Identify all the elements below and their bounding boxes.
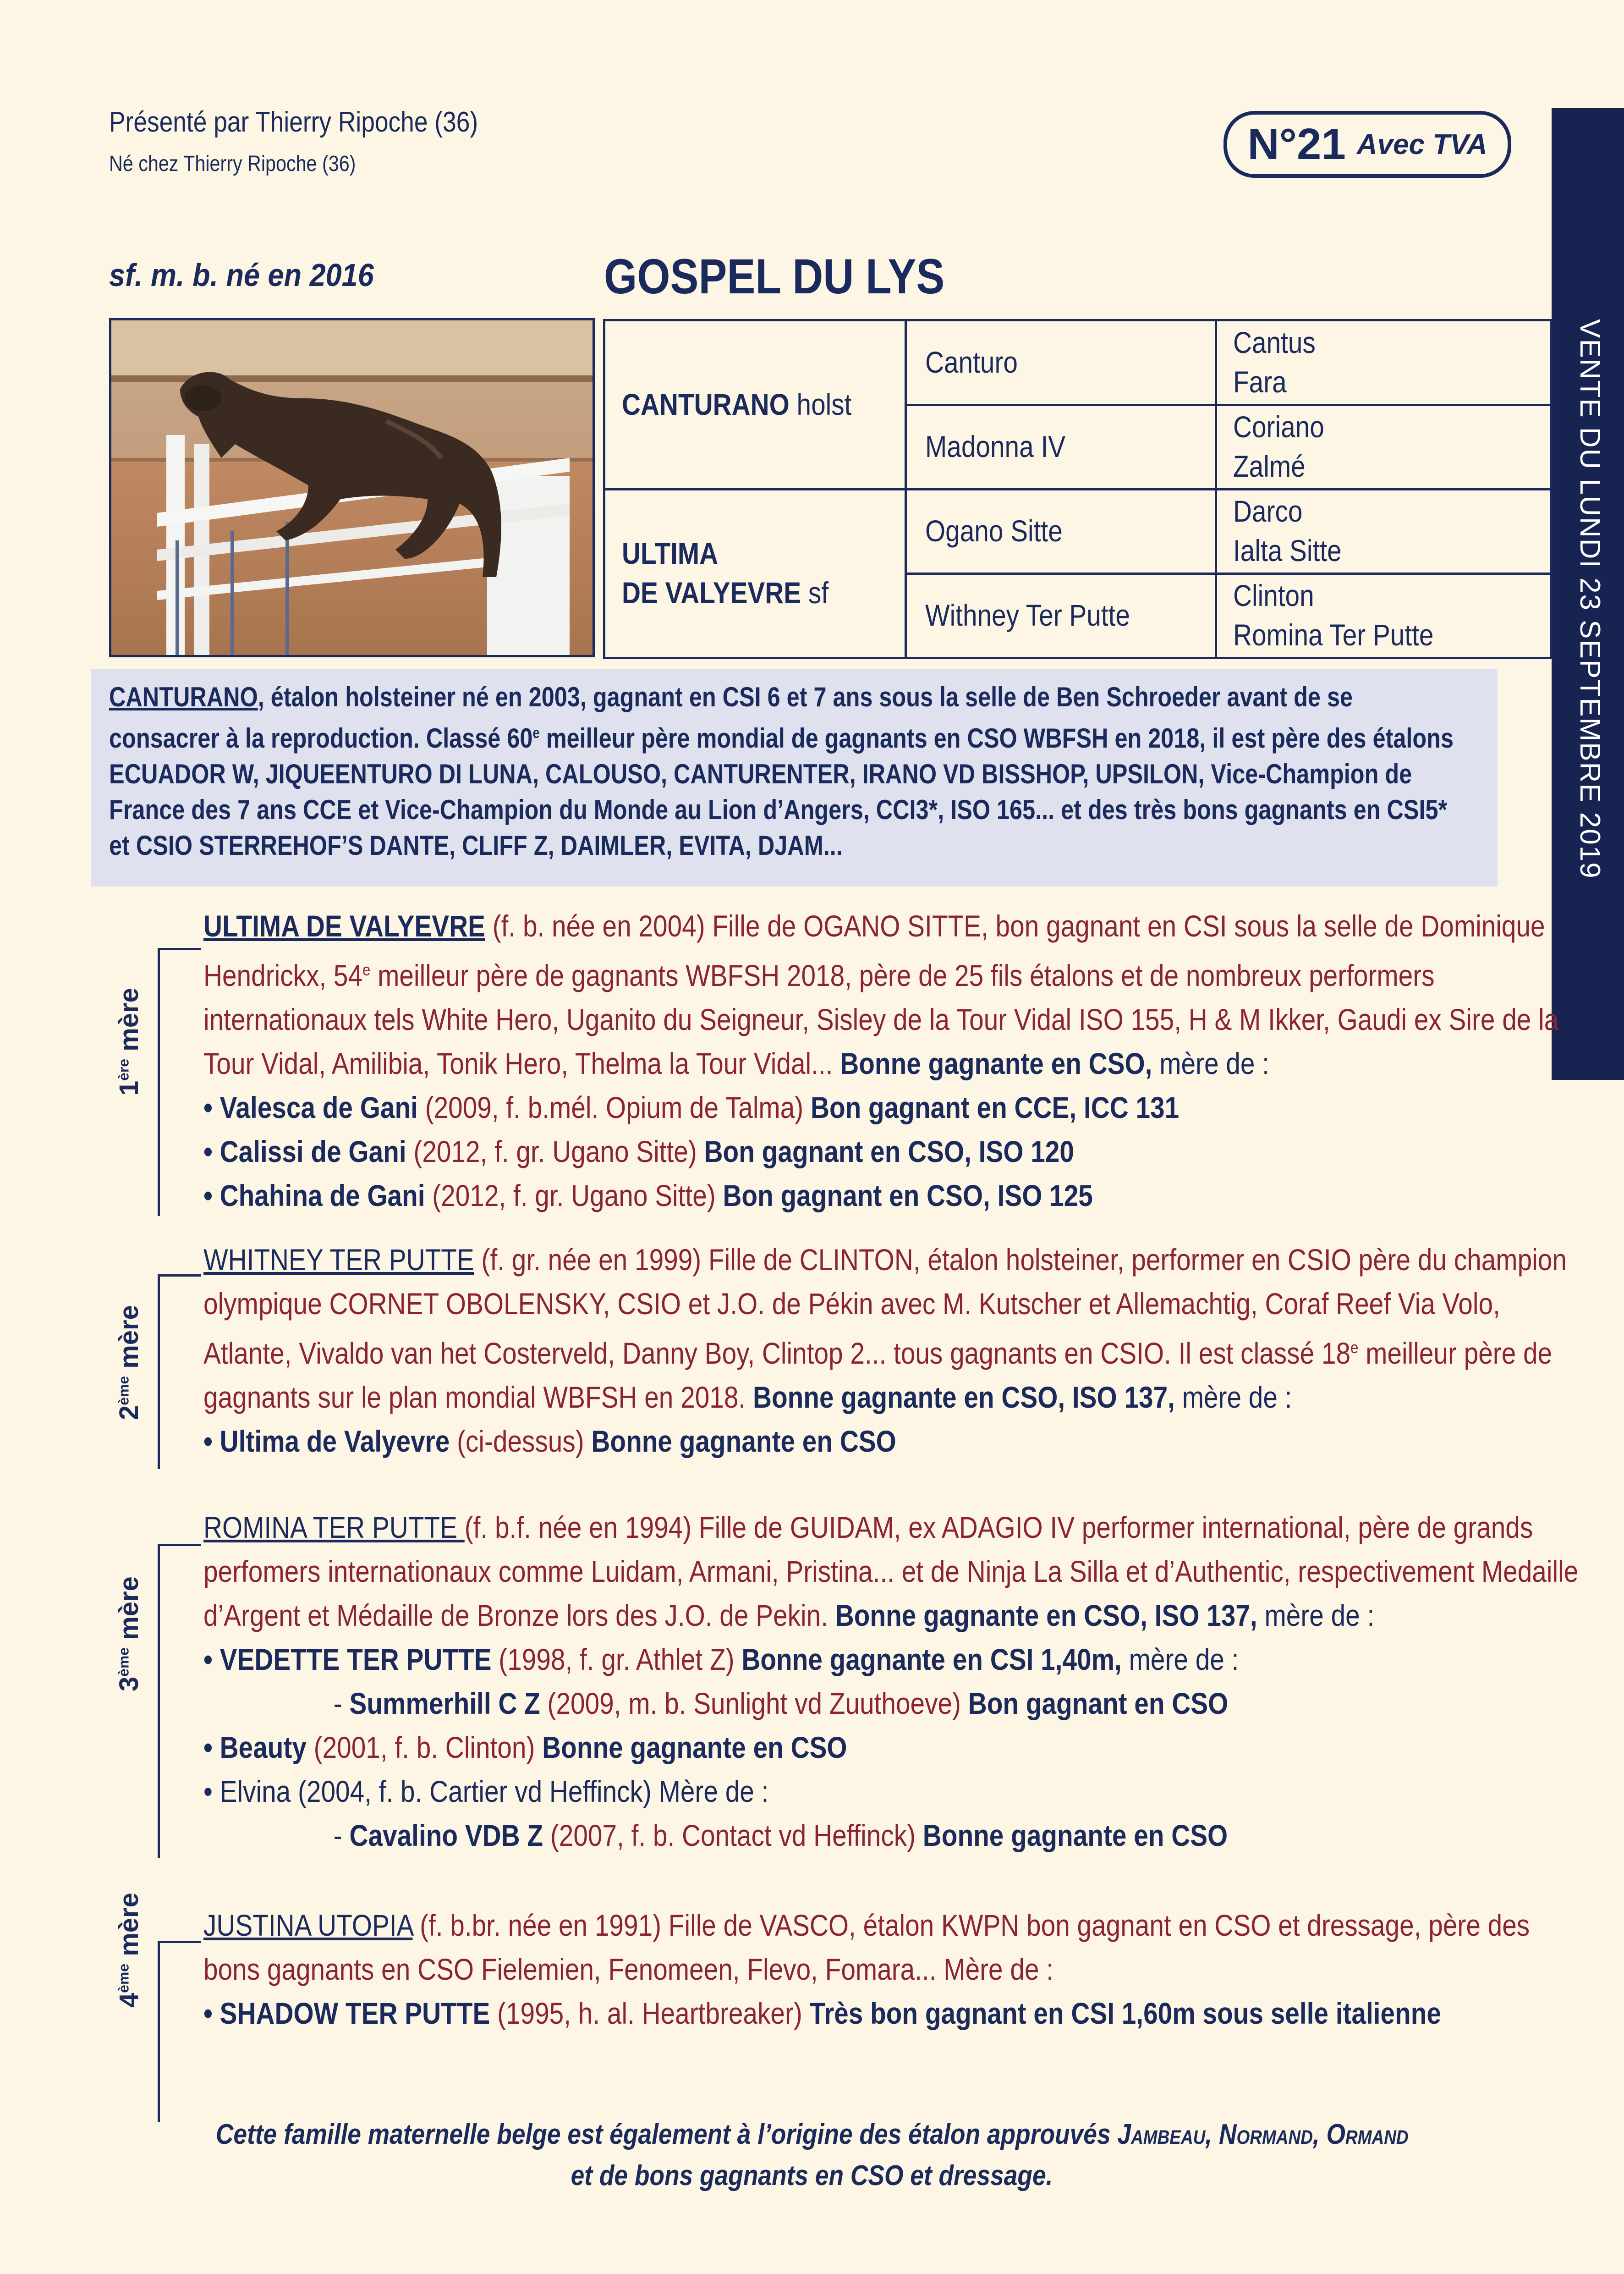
pedigree-sd-sire: Coriano [1233, 410, 1324, 444]
third-dam-offspring: • Beauty (2001, f. b. Clinton) Bonne gagnante en CSO [203, 1730, 847, 1764]
horse-photo-image [111, 320, 593, 655]
first-dam-offspring: • Calissi de Gani (2012, f. gr. Ugano Sitte) Bon gagnant en CSO, ISO 120 [203, 1134, 1074, 1168]
pedigree-dam-sire: Ogano Sitte [925, 514, 1063, 548]
pedigree-dd-dam: Romina Ter Putte [1233, 618, 1434, 652]
first-dam-label: 1ère mère [114, 988, 144, 1096]
horse-jumping-photo [109, 318, 595, 657]
pedigree-sire-name: CANTURANO [622, 387, 790, 422]
pedigree-sire-stud: holst [789, 387, 852, 422]
fourth-dam-offspring: • SHADOW TER PUTTE (1995, h. al. Heartbreaker) Très bon gagnant en CSI 1,60m sous selle italienne [203, 1996, 1441, 2030]
pedigree-dam-stud: sf [801, 576, 829, 610]
first-dam-bracket [158, 948, 201, 1216]
pedigree-sd-dam: Zalmé [1233, 449, 1306, 483]
lot-badge [1223, 111, 1511, 178]
lot-tax-label: Avec TVA [1356, 128, 1487, 160]
horse-name: GOSPEL DU LYS [604, 248, 945, 304]
pedigree-sd-cell [925, 406, 1209, 488]
sire-description-box [91, 669, 1498, 886]
pedigree-ss-cell [925, 321, 1209, 404]
third-dam-grand-offspring: - Cavalino VDB Z (2007, f. b. Contact vd Heffinck) Bonne gagnante en CSO [333, 1818, 1228, 1852]
pedigree-dd-sire: Clinton [1233, 578, 1314, 613]
pedigree-sire-cell [622, 321, 904, 488]
sale-date-text: VENTE DU LUNDI 23 SEPTEMBRE 2019 [1574, 319, 1606, 879]
fourth-dam-section: JUSTINA UTOPIA (f. b.br. née en 1991) Fille de VASCO, étalon KWPN bon gagnant en CSO et dressage, père des bons gagnants en CSO Fielemien, Fenomeen, Flevo, Fomara... Mère de : • SHADOW TER PUTTE (1995, h. al. Heartbreaker) Très bon gagnant en CSI 1,60m sous selle italienne [203, 1903, 1583, 2035]
pedigree-ds-cell [925, 490, 1209, 573]
pedigree-ss-parents [1233, 321, 1545, 404]
horse-info: sf. m. b. né en 2016 [109, 257, 374, 293]
pedigree-ss-dam: Fara [1233, 365, 1287, 399]
pedigree-sire-sire: Canturo [925, 345, 1018, 380]
pedigree-ds-sire: Darco [1233, 494, 1303, 529]
pedigree-dam-name-line1: ULTIMA [622, 536, 719, 571]
fourth-dam-bracket [158, 1941, 201, 2122]
pedigree-ds-parents [1233, 490, 1545, 573]
second-dam-offspring: • Ultima de Valyevre (ci-dessus) Bonne gagnante en CSO [203, 1424, 896, 1458]
sire-description-name: CANTURANO [109, 682, 258, 712]
pedigree-dam-dam: Withney Ter Putte [925, 598, 1130, 633]
first-dam-name: ULTIMA DE VALYEVRE [203, 909, 485, 943]
first-dam-section: ULTIMA DE VALYEVRE (f. b. née en 2004) Fille de OGANO SITTE, bon gagnant en CSI sous la selle de Dominique Hendrickx, 54e meilleur père de gagnants WBFSH 2018, père de 25 fils étalons et de nombreux performers internationaux tels White Hero, Uganito du Seigneur, Sisley de la Tour Vidal ISO 155, H & M Ikker, Gaudi ex Sire de la Tour Vidal, Amilibia, Tonik Hero, Thelma la Tour Vidal... Bonne gagnante en CSO, mère de : • Valesca de Gani (2009, f. b.mél. Opium de Talma) Bon gagnant en CCE, ICC 131 • Calissi de Gani (2012, f. gr. Ugano Sitte) Bon gagnant en CSO, ISO 120 • Chahina de Gani (2012, f. gr. Ugano Sitte) Bon gagnant en CSO, ISO 125 [203, 904, 1583, 1217]
third-dam-grand-offspring: - Summerhill C Z (2009, m. b. Sunlight vd Zuuthoeve) Bon gagnant en CSO [333, 1686, 1229, 1720]
fourth-dam-name: JUSTINA UTOPIA [203, 1908, 413, 1942]
third-dam-bracket [158, 1544, 201, 1858]
pedigree-dd-parents [1233, 574, 1545, 657]
pedigree-table [603, 319, 1553, 659]
second-dam-section: WHITNEY TER PUTTE (f. gr. née en 1999) Fille de CLINTON, étalon holsteiner, performer en CSIO père du champion olympique CORNET OBOLENSKY, CSIO et J.O. de Pékin avec M. Kutscher et Allemachtig, Coraf Reef Via Volo, Atlante, Vivaldo van het Costerveld, Danny Boy, Clintop 2... tous gagnants en CSIO. Il est classé 18e meilleur père de gagnants sur le plan mondial WBFSH en 2018. Bonne gagnante en CSO, ISO 137, mère de : • Ultima de Valyevre (ci-dessus) Bonne gagnante en CSO [203, 1238, 1583, 1463]
third-dam-section: ROMINA TER PUTTE (f. b.f. née en 1994) Fille de GUIDAM, ex ADAGIO IV performer international, père de grands perfomers internationaux comme Luidam, Armani, Pristina... et de Ninja La Silla et d’Authentic, respectivement Medaille d’Argent et Médaille de Bronze lors des J.O. de Pekin. Bonne gagnante en CSO, ISO 137, mère de : • VEDETTE TER PUTTE (1998, f. gr. Athlet Z) Bonne gagnante en CSI 1,40m, mère de : - Summerhill C Z (2009, m. b. Sunlight vd Zuuthoeve) Bon gagnant en CSO • Beauty (2001, f. b. Clinton) Bonne gagnante en CSO • Elvina (2004, f. b. Cartier vd Heffinck) Mère de : - Cavalino VDB Z (2007, f. b. Contact vd Heffinck) Bonne gagnante en CSO [203, 1505, 1583, 1857]
pedigree-dam-name-line2: DE VALYEVRE [622, 576, 801, 610]
third-dam-offspring: • VEDETTE TER PUTTE (1998, f. gr. Athlet Z) Bonne gagnante en CSI 1,40m, mère de : [203, 1642, 1239, 1676]
footer-note: Cette famille maternelle belge est également à l’origine des étalon approuvés Jambeau, Normand, Ormand et de bons gagnants en CSO et dressage. [215, 2119, 1409, 2191]
pedigree-sire-dam: Madonna IV [925, 429, 1066, 464]
third-dam-offspring: • Elvina (2004, f. b. Cartier vd Heffinck) Mère de : [203, 1774, 769, 1808]
first-dam-offspring: • Chahina de Gani (2012, f. gr. Ugano Sitte) Bon gagnant en CSO, ISO 125 [203, 1178, 1093, 1212]
third-dam-name: ROMINA TER PUTTE [203, 1510, 465, 1544]
pedigree-ss-sire: Cantus [1233, 325, 1316, 360]
second-dam-bracket [158, 1274, 201, 1469]
second-dam-label: 2ème mère [114, 1305, 144, 1420]
pedigree-dam-cell [622, 490, 904, 657]
first-dam-offspring: • Valesca de Gani (2009, f. b.mél. Opium de Talma) Bon gagnant en CCE, ICC 131 [203, 1090, 1180, 1124]
sire-description: CANTURANO, étalon holsteiner né en 2003, gagnant en CSI 6 et 7 ans sous la selle de Ben Schroeder avant de se consacrer à la reproduction. Classé 60e meilleur père mondial de gagnants en CSO WBFSH en 2018, il est père des étalons ECUADOR W, JIQUEENTURO DI LUNA, CALOUSO, CANTURENTER, IRANO VD BISSHOP, UPSILON, Vice-Champion de France des 7 ans CCE et Vice-Champion du Monde au Lion d’Angers, CCI3*, ISO 165... et des très bons gagnants en CSI5* et CSIO STERREHOF’S DANTE, CLIFF Z, DAIMLER, EVITA, DJAM... [109, 682, 1454, 861]
breeder-text: Né chez Thierry Ripoche (36) [109, 152, 356, 176]
fourth-dam-label: 4ème mère [114, 1893, 144, 2008]
pedigree-ds-dam: Ialta Sitte [1233, 534, 1342, 567]
second-dam-name: WHITNEY TER PUTTE [203, 1243, 474, 1277]
presenter-text: Présenté par Thierry Ripoche (36) [109, 106, 478, 138]
pedigree-dd-cell [925, 574, 1209, 657]
lot-number: N°21 [1247, 120, 1346, 169]
pedigree-sd-parents [1233, 406, 1545, 488]
third-dam-label: 3ème mère [114, 1576, 144, 1691]
